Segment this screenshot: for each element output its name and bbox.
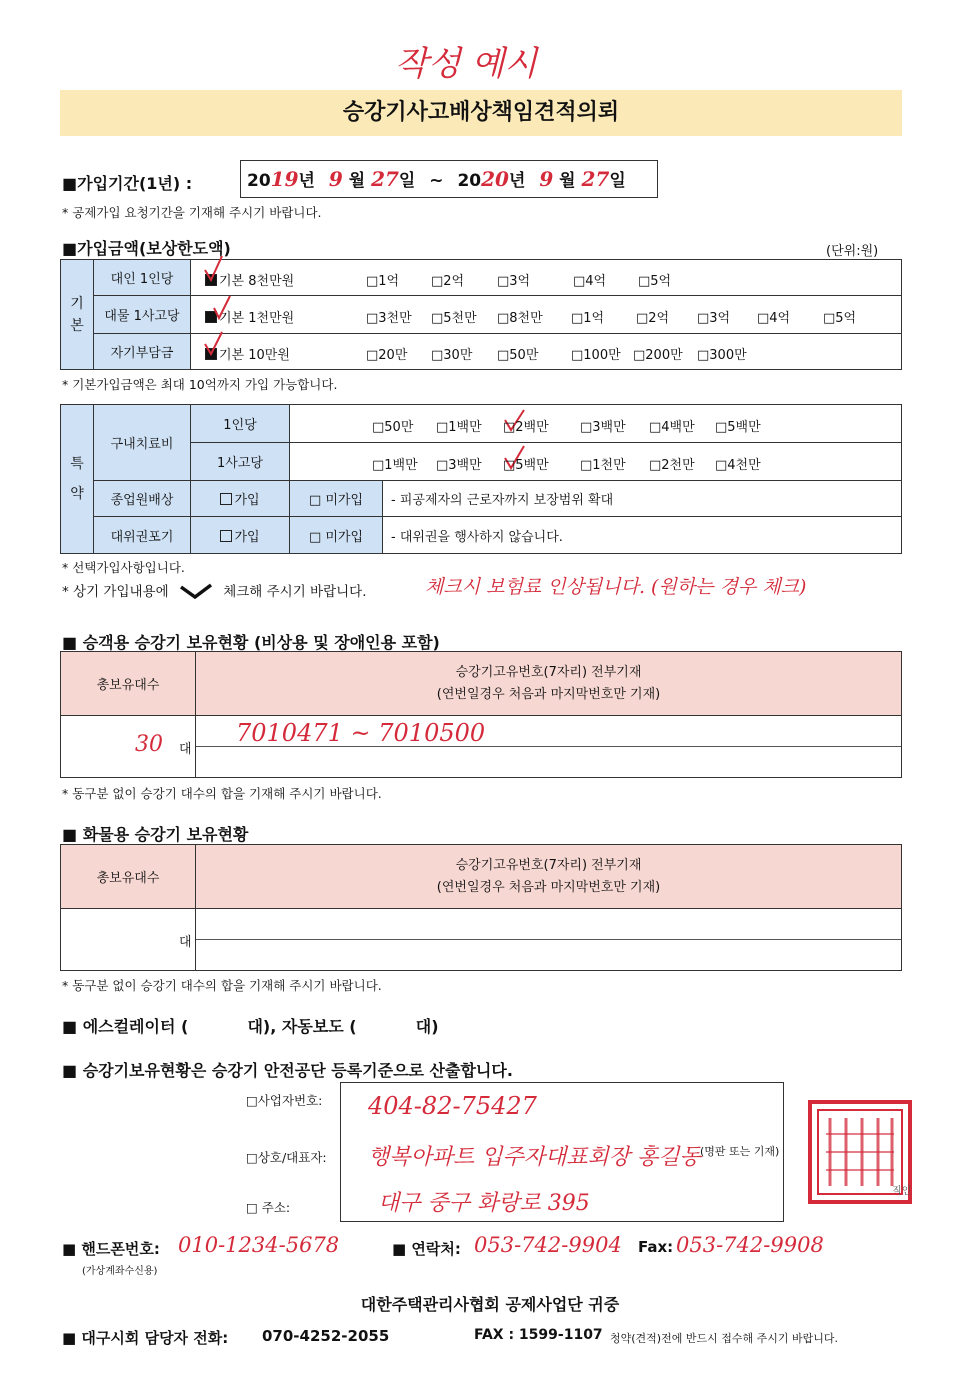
end-day-value: 27 — [581, 167, 610, 191]
option-checkbox[interactable]: □1백만 — [436, 420, 482, 435]
freight-col2-line2: (연번일경우 처음과 마지막번호만 기재) — [436, 879, 661, 895]
option-checkbox[interactable]: □4백만 — [649, 420, 695, 435]
option-checkbox[interactable]: □3억 — [697, 311, 731, 326]
option-checkbox[interactable]: □30만 — [431, 348, 473, 363]
employee-nojoin[interactable]: □ 미가입 — [290, 481, 383, 517]
start-year-prefix: 20 — [247, 171, 271, 191]
passenger-count-cell[interactable] — [61, 716, 196, 778]
row-deductible-base-text: 기본 10만원 — [219, 348, 290, 363]
freight-count-cell[interactable] — [61, 909, 196, 971]
row-property-name: 대물 1사고당 — [94, 296, 191, 334]
fax-label: Fax: — [638, 1238, 674, 1256]
option-checkbox[interactable]: □4억 — [757, 311, 791, 326]
passenger-numbers: 7010471 ~ 7010500 — [236, 719, 486, 747]
start-month-value: 9 — [328, 167, 343, 191]
option-checkbox[interactable]: □4억 — [573, 274, 607, 289]
handwritten-note: 체크시 보험료 인상됩니다. (원하는 경우 체크) — [425, 576, 807, 598]
freight-col1: 총보유대수 — [61, 845, 196, 909]
option-checkbox[interactable]: □50만 — [372, 420, 414, 435]
escalator-label: ■ 에스컬레이터 ( — [62, 1017, 189, 1036]
passenger-col2 — [196, 652, 902, 716]
subrogation-desc: - 대위권을 행사하지 않습니다. — [383, 517, 902, 554]
passenger-col1: 총보유대수 — [61, 652, 196, 716]
sample-mark: 작성 예시 — [395, 44, 538, 84]
option-checkbox[interactable]: □1억 — [571, 311, 605, 326]
subrogation-join-text: 가입 — [234, 529, 260, 545]
medical-label: 구내치료비 — [94, 405, 191, 481]
passenger-col2-line1: 승강기고유번호(7자리) 전부기재 — [455, 664, 642, 680]
option-checkbox[interactable]: □3억 — [497, 274, 531, 289]
check-mark-icon — [179, 583, 213, 599]
biz-label: □사업자번호: — [246, 1093, 323, 1108]
row-property-base-text: 기본 1천만원 — [219, 311, 295, 326]
option-checkbox[interactable]: □3천만 — [366, 311, 412, 326]
end-year-prefix: 20 — [457, 171, 482, 191]
start-day-value: 27 — [371, 167, 399, 191]
subrogation-nojoin[interactable]: □ 미가입 — [290, 517, 383, 554]
option-checkbox[interactable]: □2억 — [636, 311, 670, 326]
option-checkbox[interactable]: □2억 — [431, 274, 465, 289]
name-value[interactable]: 행복아파트 입주자대표회장 홍길동 — [368, 1145, 701, 1170]
seal-note: (명판 또는 기재) — [700, 1145, 780, 1158]
fax-value[interactable]: 053-742-9908 — [676, 1233, 824, 1257]
period-note: * 공제가입 요청기간을 기재해 주시기 바랍니다. — [62, 205, 322, 220]
row-person-name: 대인 1인당 — [94, 260, 191, 296]
option-checkbox[interactable]: □5억 — [823, 311, 857, 326]
period-tilde: ~ — [429, 171, 444, 191]
option-checkbox[interactable]: □5백만 — [503, 458, 549, 473]
freight-col2 — [196, 845, 902, 909]
checkbox-icon — [220, 493, 232, 505]
basic-group-label: 기본 — [70, 295, 84, 334]
check-mark-icon — [205, 256, 222, 280]
passenger-numbers-cell[interactable] — [196, 716, 902, 778]
option-checkbox[interactable]: □5백만 — [715, 420, 761, 435]
basis-note: ■ 승강기보유현황은 승강기 안전공단 등록기준으로 산출합니다. — [62, 1061, 513, 1080]
addr-value[interactable]: 대구 중구 화랑로 395 — [378, 1191, 590, 1216]
biz-value[interactable]: 404-82-75427 — [368, 1092, 537, 1120]
phone-value[interactable]: 053-742-9904 — [474, 1233, 622, 1257]
end-year-value: 20 — [481, 167, 509, 191]
per-accident-options — [290, 443, 902, 481]
employee-join[interactable] — [191, 481, 290, 517]
check-mark-icon — [205, 332, 222, 354]
employee-join-text: 가입 — [234, 493, 260, 508]
freight-numbers-cell[interactable] — [196, 909, 902, 971]
freight-col2-line1: 승강기고유번호(7자리) 전부기재 — [455, 857, 642, 873]
option-checkbox[interactable]: □8천만 — [497, 311, 543, 326]
coverage-unit: (단위:원) — [826, 244, 879, 259]
subrogation-label: 대위권포기 — [94, 517, 191, 554]
row-divider — [196, 939, 901, 940]
option-checkbox[interactable]: □5천만 — [431, 311, 477, 326]
row-deductible-name: 자기부담금 — [94, 334, 191, 370]
phone-label: ■ 연락처: — [392, 1240, 461, 1258]
manager-phone: 070-4252-2055 — [262, 1327, 390, 1345]
option-checkbox[interactable]: □3백만 — [580, 420, 626, 435]
per-accident-label: 1사고당 — [191, 443, 290, 481]
page-title: 승강기사고배상책임견적의뢰 — [342, 100, 620, 125]
freight-unit: 대 — [179, 935, 192, 950]
freight-label: ■ 화물용 승강기 보유현황 — [62, 825, 249, 844]
moving-walk-unit: 대) — [415, 1017, 439, 1036]
employee-label: 종업원배상 — [94, 481, 191, 517]
option-checkbox[interactable]: □20만 — [366, 348, 408, 363]
option-checkbox[interactable]: □300만 — [697, 348, 747, 363]
passenger-unit: 대 — [179, 742, 192, 757]
subrogation-join[interactable] — [191, 517, 290, 554]
freight-note: * 동구분 없이 승강기 대수의 합을 기재해 주시기 바랍니다. — [62, 978, 382, 993]
special-table — [60, 404, 902, 554]
per-person-options — [290, 405, 902, 443]
footer-fax: FAX : 1599-1107 — [474, 1327, 603, 1343]
unit-year-2: 년 — [508, 171, 526, 191]
addr-label: □ 주소: — [246, 1200, 291, 1215]
start-year-value: 19 — [270, 167, 299, 191]
special-note-2a: * 상기 가입내용에 — [62, 584, 169, 600]
option-checkbox[interactable]: □1천만 — [580, 458, 626, 473]
special-note-2 — [62, 580, 367, 600]
per-person-label: 1인당 — [191, 405, 290, 443]
coverage-label: ■가입금액(보상한도액) — [62, 239, 231, 258]
checkbox-icon — [220, 530, 232, 542]
special-group-cell — [61, 405, 94, 554]
end-month-value: 9 — [539, 167, 554, 191]
option-checkbox[interactable]: □5억 — [638, 274, 672, 289]
option-checkbox[interactable]: □200만 — [633, 348, 683, 363]
option-checkbox[interactable]: □3백만 — [436, 458, 482, 473]
option-checkbox[interactable]: □2백만 — [503, 420, 549, 435]
employee-desc: - 피공제자의 근로자까지 보장범위 확대 — [383, 481, 902, 517]
unit-year: 년 — [298, 171, 315, 191]
escalator-line — [62, 1014, 439, 1037]
footer-note: 청약(견적)전에 반드시 접수해 주시기 바랍니다. — [610, 1332, 838, 1345]
moving-walk-label: 대), 자동보도 ( — [247, 1017, 357, 1036]
special-note-2b: 체크해 주시기 바랍니다. — [223, 584, 367, 600]
row-person-base-text: 기본 8천만원 — [219, 274, 295, 289]
special-note-1: * 선택가입사항입니다. — [62, 560, 185, 575]
name-label: □상호/대표자: — [246, 1150, 327, 1165]
mobile-note: (가상계좌수신용) — [82, 1266, 158, 1277]
mobile-label: ■ 핸드폰번호: — [62, 1240, 160, 1258]
special-group-label: 특약 — [70, 456, 84, 502]
recipient: 대한주택관리사협회 공제사업단 귀중 — [360, 1295, 620, 1314]
passenger-count: 30 — [135, 732, 163, 757]
unit-day-2: 일 — [609, 171, 626, 191]
manager-label: ■ 대구시회 담당자 전화: — [62, 1329, 229, 1347]
unit-month: 월 — [348, 171, 366, 191]
option-checkbox[interactable]: □4천만 — [715, 458, 761, 473]
passenger-label: ■ 승객용 승강기 보유현황 (비상용 및 장애인용 포함) — [62, 633, 440, 652]
passenger-col2-line2: (연번일경우 처음과 마지막번호만 기재) — [436, 686, 661, 702]
period-label: ■가입기간(1년) : — [62, 174, 193, 193]
unit-day: 일 — [398, 171, 416, 191]
check-mark-icon — [214, 296, 230, 318]
option-checkbox[interactable]: □1백만 — [372, 458, 418, 473]
unit-month-2: 월 — [559, 171, 576, 191]
seal-label: 직인 — [892, 1186, 912, 1197]
option-checkbox[interactable]: □100만 — [571, 348, 621, 363]
option-checkbox[interactable]: □1억 — [366, 274, 400, 289]
option-checkbox[interactable]: □50만 — [497, 348, 539, 363]
option-checkbox[interactable]: □2천만 — [649, 458, 695, 473]
passenger-note: * 동구분 없이 승강기 대수의 합을 기재해 주시기 바랍니다. — [62, 786, 382, 801]
passenger-table — [60, 651, 902, 778]
mobile-value[interactable]: 010-1234-5678 — [178, 1233, 340, 1257]
coverage-note: * 기본가입금액은 최대 10억까지 가입 가능합니다. — [62, 377, 338, 392]
freight-table — [60, 844, 902, 971]
